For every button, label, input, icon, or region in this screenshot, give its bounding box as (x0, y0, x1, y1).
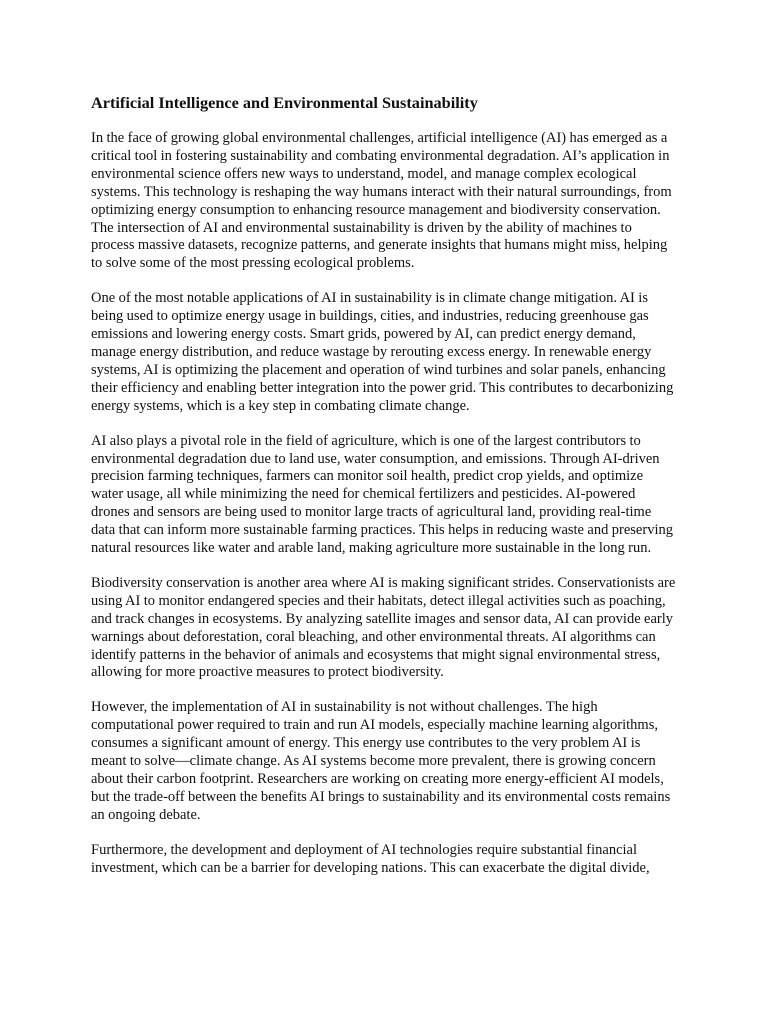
paragraph-biodiversity: Biodiversity conservation is another area where AI is making significant strides. Conservationists are using AI to monitor endangered species and their habitats, detect illegal activities such as poaching, and track changes in ecosystems. By analyzing satellite images and sensor data, AI can provide early warnings about deforestation, coral bleaching, and other environmental threats. AI algorithms can identify patterns in the behavior of animals and ecosystems that might signal environmental stress, allowing for more proactive measures to protect biodiversity. (91, 574, 676, 681)
document-title: Artificial Intelligence and Environmental Sustainability (91, 93, 478, 112)
paragraph-agriculture: AI also plays a pivotal role in the field of agriculture, which is one of the largest contributors to environmental degradation due to land use, water consumption, and emissions. Through AI-driven precision farming techniques, farmers can monitor soil health, predict crop yields, and optimize water usage, all while minimizing the need for chemical fertilizers and pesticides. AI-powered drones and sensors are being used to monitor large tracts of agricultural land, providing real-time data that can inform more sustainable farming practices. This helps in reducing waste and preserving natural resources like water and arable land, making agriculture more sustainable in the long run. (91, 432, 673, 557)
paragraph-challenges: However, the implementation of AI in sustainability is not without challenges. The high computational power required to train and run AI models, especially machine learning algorithms, consumes a significant amount of energy. This energy use contributes to the very problem AI is meant to solve—climate change. As AI systems become more prevalent, there is growing concern about their carbon footprint. Researchers are working on creating more energy-efficient AI models, but the trade-off between the benefits AI brings to sustainability and its environmental costs remains an ongoing debate. (91, 699, 671, 823)
paragraph-climate-mitigation: One of the most notable applications of AI in sustainability is in climate change mitigation. AI is being used to optimize energy usage in buildings, cities, and industries, reducing greenhouse gas emissions and lowering energy costs. Smart grids, powered by AI, can predict energy demand, manage energy distribution, and reduce wastage by rerouting excess energy. In renewable energy systems, AI is optimizing the placement and operation of wind turbines and solar panels, enhancing their efficiency and enabling better integration into the power grid. This contributes to decarbonizing energy systems, which is a key step in combating climate change. (91, 290, 674, 414)
document-body (91, 93, 677, 895)
paragraph-financial-barriers: Furthermore, the development and deployment of AI technologies require substantial financial investment, which can be a barrier for developing nations. This can exacerbate the digital divide, (91, 841, 650, 876)
paragraph-intro: In the face of growing global environmental challenges, artificial intelligence (AI) has emerged as a critical tool in fostering sustainability and combating environmental degradation. AI’s application in environmental science offers new ways to understand, model, and manage complex ecological systems. This technology is reshaping the way humans interact with their natural surroundings, from optimizing energy consumption to enhancing resource management and biodiversity conservation. The intersection of AI and environmental sustainability is driven by the ability of machines to process massive datasets, recognize patterns, and generate insights that humans might miss, helping to solve some of the most pressing ecological problems. (91, 130, 672, 272)
